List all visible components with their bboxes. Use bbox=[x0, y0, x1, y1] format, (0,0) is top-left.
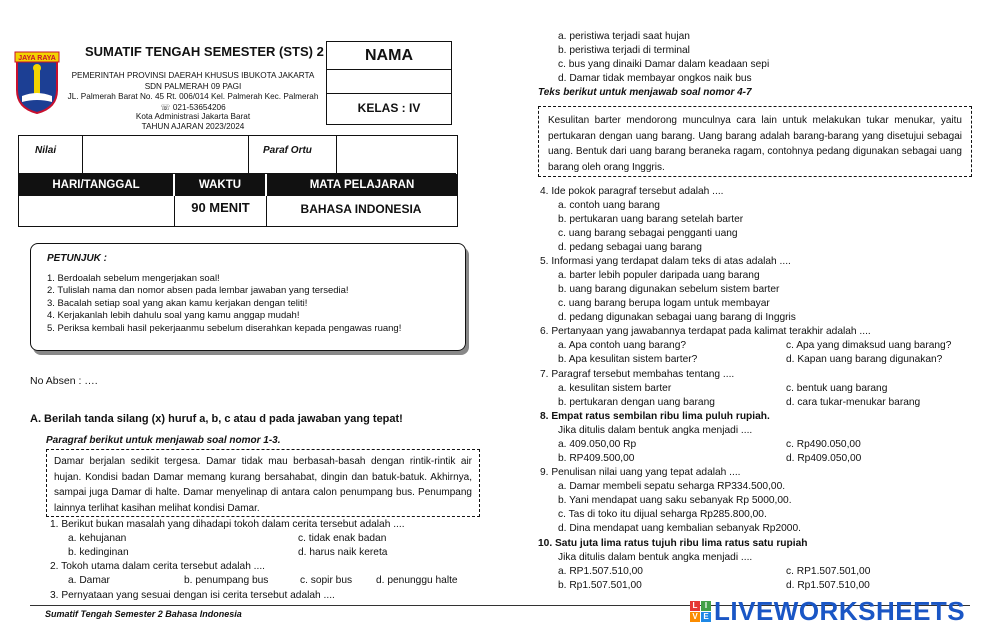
nama-kelas-box bbox=[326, 41, 452, 125]
col-waktu: WAKTU bbox=[175, 174, 267, 196]
paragraph-2-box: Kesulitan barter mendorong munculnya cara lain untuk melakukan tukar menukar, yaitu pertukaran dengan uang barang. Uang barang adalah barang-barang yang disetujui sebagai uang. Bentuk dari uang barang beraneka ragam, contohnya pedang digunakan sebagai uang barang oleh orang Inggris. bbox=[538, 106, 972, 177]
question-10-sub: Jika ditulis dalam bentuk angka menjadi .... bbox=[558, 552, 753, 563]
option-2c[interactable]: c. sopir bus bbox=[300, 575, 353, 586]
school-line-3: JL. Palmerah Barat No. 45 Rt. 006/014 Kel. Palmerah Kec. Palmerah bbox=[67, 92, 319, 101]
kelas-label: KELAS : IV bbox=[357, 101, 421, 115]
option-5d[interactable]: d. pedang digunakan sebagai uang barang di Inggris bbox=[558, 312, 796, 323]
question-1: 1. Berikut bukan masalah yang dihadapi tokoh dalam cerita tersebut adalah .... bbox=[50, 519, 405, 530]
option-5c[interactable]: c. uang barang berupa logam untuk membayar bbox=[558, 298, 770, 309]
logo-banner-text: JAYA RAYA bbox=[18, 55, 56, 62]
option-10a[interactable]: a. RP1.507.510,00 bbox=[558, 566, 643, 577]
option-10b[interactable]: b. Rp1.507.501,00 bbox=[558, 580, 642, 591]
question-6: 6. Pertanyaan yang jawabannya terdapat pada kalimat terakhir adalah .... bbox=[540, 326, 871, 337]
option-8d[interactable]: d. Rp409.050,00 bbox=[786, 453, 862, 464]
exam-title: SUMATIF TENGAH SEMESTER (STS) 2 bbox=[85, 44, 324, 59]
brand-logo-icon bbox=[690, 601, 711, 622]
option-10c[interactable]: c. RP1.507.501,00 bbox=[786, 566, 871, 577]
option-9d[interactable]: d. Dina mendapat uang kembalian sebanyak Rp2000. bbox=[558, 523, 801, 534]
option-7b[interactable]: b. pertukaran dengan uang barang bbox=[558, 397, 715, 408]
option-4b[interactable]: b. pertukaran uang barang setelah barter bbox=[558, 214, 744, 225]
nama-field[interactable] bbox=[327, 70, 451, 94]
option-7d[interactable]: d. cara tukar-menukar barang bbox=[786, 397, 921, 408]
info-grid bbox=[18, 135, 458, 227]
instructions-box bbox=[30, 243, 466, 351]
instruction-item: 5. Periksa kembali hasil pekerjaanmu sebelum diserahkan kepada pengawas ruang! bbox=[47, 322, 402, 334]
waktu-value: 90 MENIT bbox=[175, 196, 267, 226]
instructions-title: PETUNJUK : bbox=[47, 253, 108, 264]
option-1c[interactable]: c. tidak enak badan bbox=[298, 533, 387, 544]
paraf-label: Paraf Ortu bbox=[263, 145, 312, 156]
option-2a[interactable]: a. Damar bbox=[68, 575, 110, 586]
option-7a[interactable]: a. kesulitan sistem barter bbox=[558, 383, 672, 394]
option-2b[interactable]: b. penumpang bus bbox=[184, 575, 269, 586]
option-5a[interactable]: a. barter lebih populer daripada uang barang bbox=[558, 270, 760, 281]
option-8a[interactable]: a. 409.050,00 Rp bbox=[558, 439, 637, 450]
option-3d[interactable]: d. Damar tidak membayar ongkos naik bus bbox=[558, 73, 752, 84]
school-line-5: Kota Administrasi Jakarta Barat bbox=[135, 112, 251, 121]
school-line-4: ☏ 021-53654206 bbox=[160, 103, 226, 112]
brand-letter-l: L bbox=[690, 601, 700, 611]
question-8-sub: Jika ditulis dalam bentuk angka menjadi .... bbox=[558, 425, 753, 436]
option-1b[interactable]: b. kedinginan bbox=[68, 547, 129, 558]
option-8b[interactable]: b. RP409.500,00 bbox=[558, 453, 635, 464]
option-4a[interactable]: a. contoh uang barang bbox=[558, 200, 660, 211]
paragraph-1-heading: Paragraf berikut untuk menjawab soal nomor 1-3. bbox=[46, 435, 281, 446]
option-1a[interactable]: a. kehujanan bbox=[68, 533, 127, 544]
option-1d[interactable]: d. harus naik kereta bbox=[298, 547, 388, 558]
option-3b[interactable]: b. peristiwa terjadi di terminal bbox=[558, 45, 690, 56]
instruction-item: 3. Bacalah setiap soal yang akan kamu kerjakan dengan teliti! bbox=[47, 297, 308, 309]
instruction-item: 2. Tulislah nama dan nomor absen pada lembar jawaban yang tersedia! bbox=[47, 285, 349, 297]
instructions-list bbox=[47, 273, 401, 335]
option-6b[interactable]: b. Apa kesulitan sistem barter? bbox=[558, 354, 698, 365]
school-line-1: PEMERINTAH PROVINSI DAERAH KHUSUS IBUKOTA JAKARTA bbox=[71, 71, 315, 80]
option-6c[interactable]: c. Apa yang dimaksud uang barang? bbox=[786, 340, 952, 351]
question-3: 3. Pernyataan yang sesuai dengan isi cerita tersebut adalah .... bbox=[50, 590, 335, 601]
nilai-field[interactable] bbox=[83, 136, 249, 174]
mapel-value: BAHASA INDONESIA bbox=[300, 202, 422, 216]
paragraph-1-box: Damar berjalan sedikit tergesa. Damar tidak mau berbasah-basah dengan rintik-rintik air hujan. Kondisi badan Damar memang kurang bersahabat, dingin dan batuk-batuk. Akhirnya, sampai juga Damar di halte. Damar menyelinap di antara calon penumpang bus. Penumpang lainnya terlihat kasihan melihat kondisi Damar. bbox=[46, 449, 480, 517]
instruction-item: 1. Berdoalah sebelum mengerjakan soal! bbox=[47, 273, 220, 284]
option-9b[interactable]: b. Yani mendapat uang saku sebanyak Rp 5000,00. bbox=[558, 495, 792, 506]
option-6a[interactable]: a. Apa contoh uang barang? bbox=[558, 340, 687, 351]
school-line-6: TAHUN AJARAN 2023/2024 bbox=[141, 122, 245, 131]
brand-letter-i: I bbox=[701, 601, 711, 611]
school-line-2: SDN PALMERAH 09 PAGI bbox=[144, 82, 242, 91]
option-3c[interactable]: c. bus yang dinaiki Damar dalam keadaan sepi bbox=[558, 59, 770, 70]
brand-name: LIVEWORKSHEETS bbox=[714, 595, 966, 626]
nilai-label: Nilai bbox=[35, 145, 57, 156]
option-6d[interactable]: d. Kapan uang barang digunakan? bbox=[786, 354, 943, 365]
section-a-heading: A. Berilah tanda silang (x) huruf a, b, c atau d pada jawaban yang tepat! bbox=[30, 413, 403, 425]
option-5b[interactable]: b. uang barang digunakan sebelum sistem barter bbox=[558, 284, 780, 295]
footer-text: Sumatif Tengah Semester 2 Bahasa Indonesia bbox=[45, 609, 242, 619]
question-9: 9. Penulisan nilai uang yang tepat adalah .... bbox=[540, 467, 741, 478]
option-4c[interactable]: c. uang barang sebagai pengganti uang bbox=[558, 228, 738, 239]
option-2d[interactable]: d. penunggu halte bbox=[376, 575, 458, 586]
nama-label: NAMA bbox=[327, 42, 451, 70]
paraf-field[interactable] bbox=[337, 136, 456, 174]
col-mapel: MATA PELAJARAN bbox=[309, 179, 415, 191]
nilai-cell bbox=[19, 136, 83, 174]
col-hari: HARI/TANGGAL bbox=[19, 174, 175, 196]
brand-letter-e: E bbox=[701, 612, 711, 622]
option-9a[interactable]: a. Damar membeli sepatu seharga RP334.500,00. bbox=[558, 481, 786, 492]
no-absen: No Absen : …. bbox=[30, 375, 98, 387]
hari-field[interactable] bbox=[19, 196, 175, 226]
option-8c[interactable]: c. Rp490.050,00 bbox=[786, 439, 861, 450]
option-3a[interactable]: a. peristiwa terjadi saat hujan bbox=[558, 31, 690, 42]
question-4: 4. Ide pokok paragraf tersebut adalah .... bbox=[540, 186, 724, 197]
question-8: 8. Empat ratus sembilan ribu lima puluh rupiah. bbox=[540, 411, 770, 422]
question-2: 2. Tokoh utama dalam cerita tersebut adalah .... bbox=[50, 561, 266, 572]
info-header-row bbox=[19, 174, 457, 196]
liveworksheets-brand[interactable] bbox=[690, 593, 965, 629]
school-logo bbox=[12, 50, 62, 114]
instruction-item: 4. Kerjakanlah lebih dahulu soal yang kamu anggap mudah! bbox=[47, 310, 300, 322]
paragraph-2-heading: Teks berikut untuk menjawab soal nomor 4-7 bbox=[538, 87, 752, 98]
option-4d[interactable]: d. pedang sebagai uang barang bbox=[558, 242, 702, 253]
question-10: 10. Satu juta lima ratus tujuh ribu lima ratus satu rupiah bbox=[538, 538, 808, 549]
option-9c[interactable]: c. Tas di toko itu dijual seharga Rp285.800,00. bbox=[558, 509, 767, 520]
question-5: 5. Informasi yang terdapat dalam teks di atas adalah .... bbox=[540, 256, 791, 267]
option-7c[interactable]: c. bentuk uang barang bbox=[786, 383, 888, 394]
option-10d[interactable]: d. Rp1.507.510,00 bbox=[786, 580, 870, 591]
paraf-cell bbox=[249, 136, 337, 174]
question-7: 7. Paragraf tersebut membahas tentang .... bbox=[540, 369, 735, 380]
brand-letter-v: V bbox=[690, 612, 700, 622]
